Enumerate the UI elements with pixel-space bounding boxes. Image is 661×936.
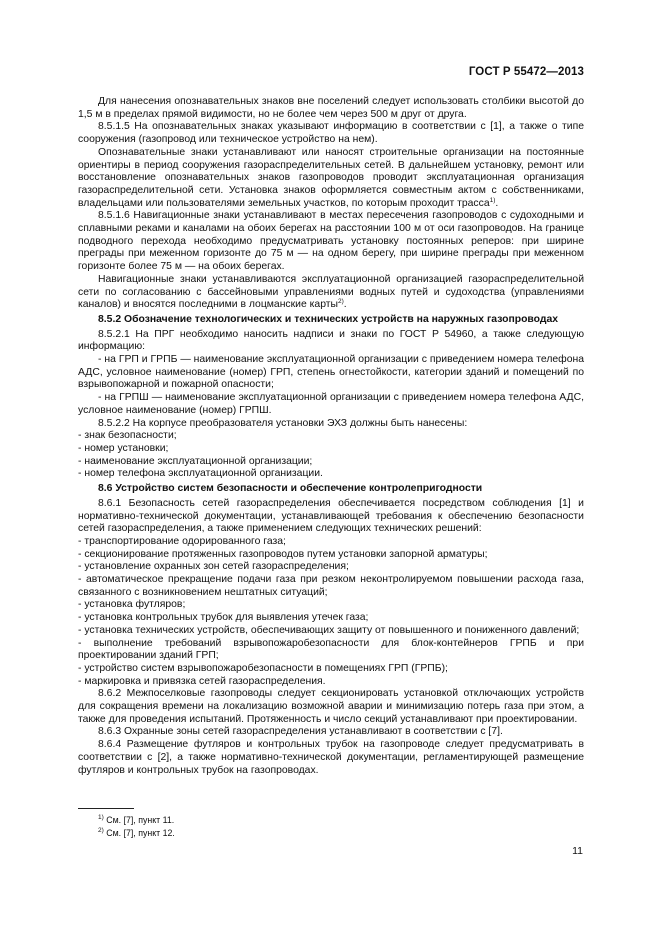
- paragraph: [78, 274, 584, 312]
- paragraph-text: Опознавательные знаки устанавливают или наносят строительные организации на постоянные ориентиры в период сооружения газораспределительных сетей. В дальнейшем установку, ремонт или восстановление опознавательных знаков газопроводов проводит эксплуатационная организация газораспределительной сети. Установка знаков оформляется совместным актом с собственниками, владельцами или пользователями земельных участков, по которым проходит трасса: [78, 146, 584, 209]
- paragraph: Для нанесения опознавательных знаков вне поселений следует использовать столбики высотой до 1,5 м в пределах прямой видимости, но не более чем через 500 м друг от друга.: [78, 96, 584, 120]
- footnote-text: См. [7], пункт 11.: [106, 815, 175, 825]
- list-item: - номер телефона эксплуатационной организации.: [78, 468, 323, 480]
- list-item: - установка контрольных трубок для выявления утечек газа;: [78, 612, 369, 624]
- footnote-divider: [78, 808, 134, 809]
- paragraph: [78, 147, 584, 211]
- footnote-mark: 1): [98, 814, 104, 821]
- paragraph: 8.6.2 Межпоселковые газопроводы следует секционировать установкой отключающих устройств для сокращения времени на локализацию возможной аварии и минимизацию потерь газа при этом, а также для проведения испытаний. Протяженность и число секций устанавливают при проектировании.: [78, 688, 584, 725]
- section-heading: 8.5.2 Обозначение технологических и технических устройств на наружных газопроводах: [98, 313, 559, 325]
- footnote-ref-tail: .: [495, 197, 499, 209]
- page-body: [78, 96, 584, 777]
- footnote-ref: 2): [337, 298, 344, 306]
- paragraph: 8.5.1.5 На опознавательных знаках указывают информацию в соответствии с [1], а также о типе сооружения (газопровод или техническое устройство на нем).: [78, 121, 584, 146]
- paragraph-text: Навигационные знаки устанавливаются эксплуатационной организацией газораспределительной сети по согласованию с бассейновыми управлениями водных путей и судоходства (управлениями каналов) и вносятся последними в лоцманские карты: [78, 273, 584, 311]
- list-item: - маркировка и привязка сетей газораспределения.: [78, 675, 326, 687]
- footnote-mark: 2): [98, 827, 104, 834]
- footnote: [98, 815, 174, 826]
- section-heading: 8.6 Устройство систем безопасности и обеспечение контролепригодности: [98, 483, 483, 495]
- list-item: - на ГРПШ — наименование эксплуатационной организации с приведением номера телефона АДС, условное наименование (номер) ГРПШ.: [78, 392, 584, 416]
- list-item: - установка технических устройств, обеспечивающих защиту от повышенного и пониженного давлений;: [78, 624, 580, 636]
- list-item: - секционирование протяженных газопроводов путем установки запорной арматуры;: [78, 548, 488, 560]
- list-item: - на ГРП и ГРПБ — наименование эксплуатационной организации с приведением номера телефона АДС, условное наименование (номер) ГРП, степень огнестойкости, категории зданий и помещений по взрывопожарной и пожарной опасности;: [78, 354, 584, 391]
- page-number: 11: [572, 845, 583, 857]
- footnote-ref-tail: .: [343, 299, 347, 311]
- list-item: - автоматическое прекращение подачи газа при резком неконтролируемом повышении расхода газа, связанного с возникновением нештатных ситуаций;: [78, 574, 584, 598]
- footnote-text: См. [7], пункт 12.: [106, 828, 175, 838]
- paragraph: 8.6.1 Безопасность сетей газораспределения обеспечивается посредством соблюдения [1] и нормативно-технической документации, устанавливающей требования к обеспечению безопасности сетей газораспределения, а также применением следующих технических решений:: [78, 497, 584, 535]
- footnote-ref: 1): [489, 196, 496, 204]
- paragraph: 8.6.4 Размещение футляров и контрольных трубок на газопроводе следует предусматривать в соответствии с [2], а также нормативно-технической документации, регламентирующей размещение футляров и контрольных трубок на газопроводах.: [78, 739, 584, 776]
- list-item: - транспортирование одорированного газа;: [78, 535, 286, 547]
- list-item: - установка футляров;: [78, 599, 186, 611]
- paragraph: 8.5.2.1 На ПРГ необходимо наносить надписи и знаки по ГОСТ Р 54960, а также следующую информацию:: [78, 328, 584, 353]
- list-item: - наименование эксплуатационной организации;: [78, 455, 313, 467]
- list-item: - знак безопасности;: [78, 430, 177, 442]
- list-item: - номер установки;: [78, 442, 169, 454]
- list-item: - установление охранных зон сетей газораспределения;: [78, 561, 349, 573]
- paragraph: 8.5.1.6 Навигационные знаки устанавливают в местах пересечения газопроводов с судоходными и сплавными реками и каналами на обоих берегах на расстоянии 100 м от оси газопроводов. На границе подводного перехода необходимо предусматривать установку постоянных реперов: при ширине преграды при меженном горизонте до 75 м — на одном берегу, при ширине преграды при меженном горизонте более 75 м — на обоих берегах.: [78, 210, 584, 273]
- list-item: - выполнение требований взрывопожаробезопасности для блок-контейнеров ГРПБ и при проектировании зданий ГРП;: [78, 637, 584, 662]
- paragraph: 8.6.3 Охранные зоны сетей газораспределения устанавливают в соответствии с [7].: [98, 726, 503, 738]
- list-item: - устройство систем взрывопожаробезопасности в помещениях ГРП (ГРПБ);: [78, 662, 448, 674]
- paragraph: 8.5.2.2 На корпусе преобразователя установки ЭХЗ должны быть нанесены:: [98, 417, 468, 429]
- document-code: ГОСТ Р 55472—2013: [468, 66, 584, 78]
- footnote: [98, 828, 175, 839]
